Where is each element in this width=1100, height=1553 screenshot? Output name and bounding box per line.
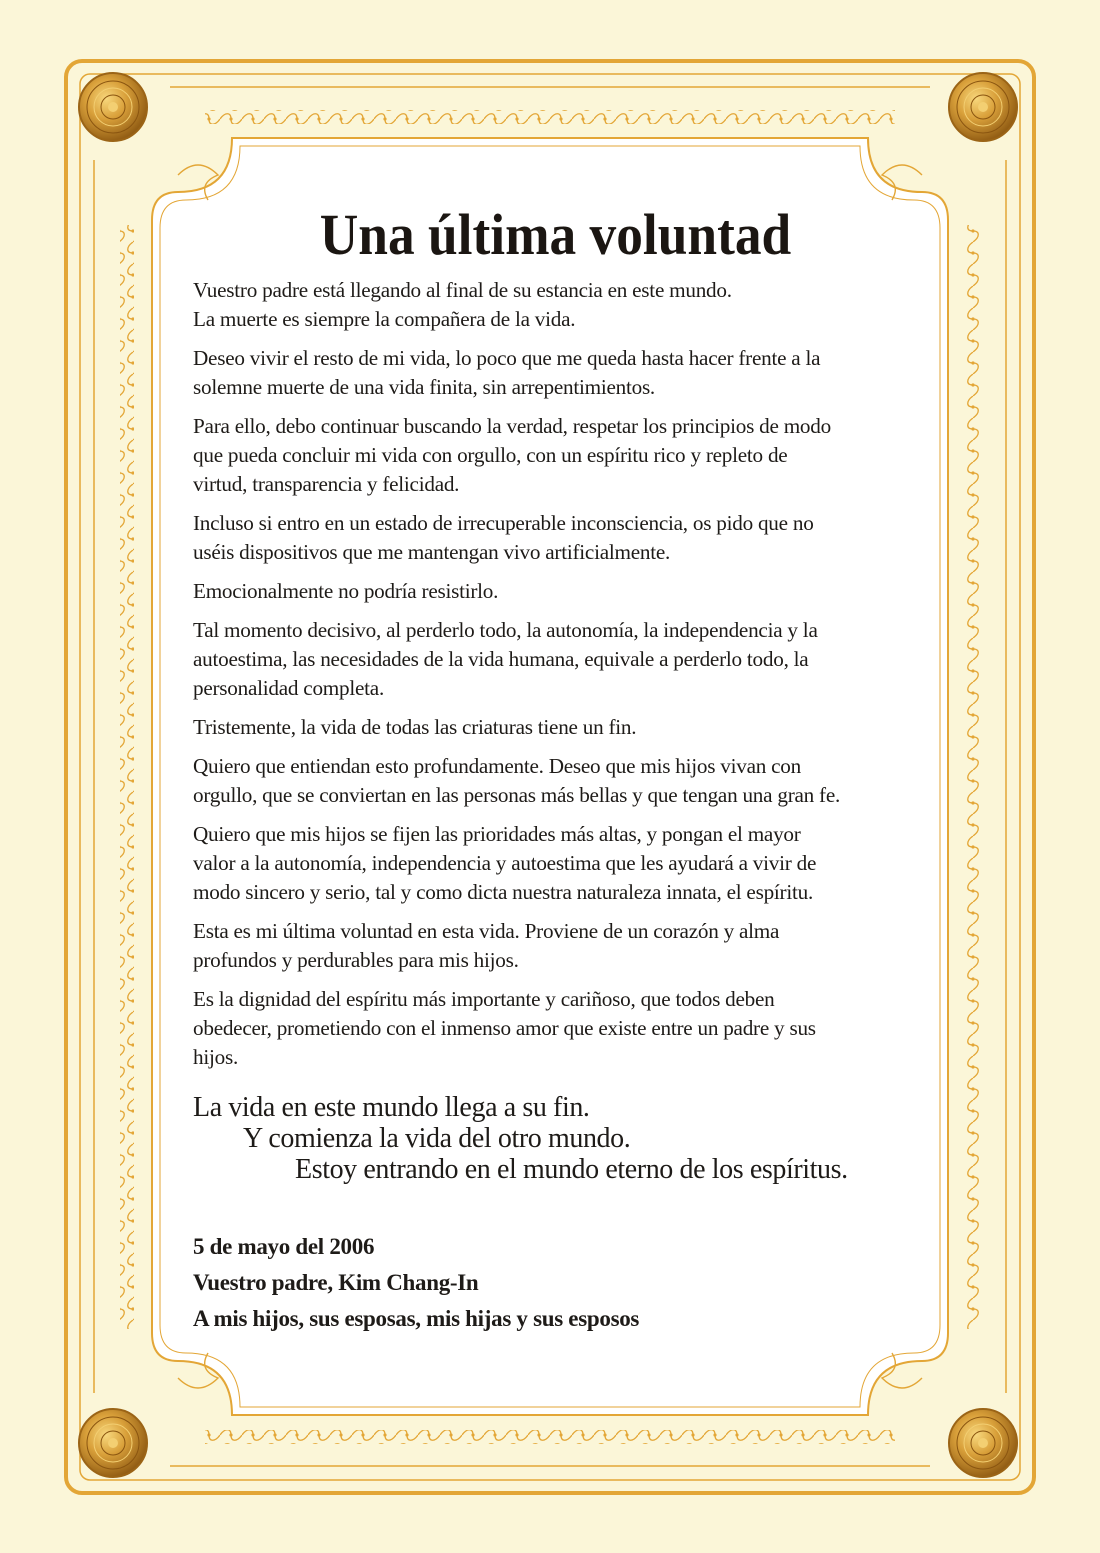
body-paragraph bbox=[193, 577, 918, 606]
signature-from: Vuestro padre, Kim Chang-In bbox=[193, 1270, 479, 1295]
closing-line: Estoy entrando en el mundo eterno de los espíritus. bbox=[295, 1154, 848, 1185]
paragraph-line: obedecer, prometiendo con el inmenso amor que existe entre un padre y sus bbox=[193, 1016, 816, 1040]
gold-disc-icon bbox=[79, 1409, 147, 1477]
paragraph-line: uséis dispositivos que me mantengan vivo artificialmente. bbox=[193, 540, 671, 564]
body-paragraph bbox=[193, 616, 918, 703]
closing-verse bbox=[193, 1092, 918, 1185]
paragraph-line: que pueda concluir mi vida con orgullo, con un espíritu rico y repleto de bbox=[193, 443, 788, 467]
paragraph-line: hijos. bbox=[193, 1045, 239, 1069]
body-paragraph bbox=[193, 820, 918, 907]
signature-date: 5 de mayo del 2006 bbox=[193, 1234, 375, 1259]
body-paragraph bbox=[193, 985, 918, 1072]
closing-line: La vida en este mundo llega a su fin. bbox=[193, 1092, 590, 1123]
paragraph-line: Emocionalmente no podría resistirlo. bbox=[193, 579, 499, 603]
paragraph-line: Quiero que mis hijos se fijen las prioridades más altas, y pongan el mayor bbox=[193, 822, 801, 846]
paragraph-line: Tristemente, la vida de todas las criaturas tiene un fin. bbox=[193, 715, 637, 739]
body-paragraph bbox=[193, 917, 918, 975]
document-body bbox=[193, 200, 918, 1337]
paragraph-list bbox=[193, 276, 918, 1072]
closing-line: Y comienza la vida del otro mundo. bbox=[243, 1123, 631, 1154]
paragraph-line: personalidad completa. bbox=[193, 676, 385, 700]
body-paragraph bbox=[193, 276, 918, 334]
paragraph-line: solemne muerte de una vida finita, sin arrepentimientos. bbox=[193, 375, 655, 399]
paragraph-line: Quiero que entiendan esto profundamente. Deseo que mis hijos vivan con bbox=[193, 754, 801, 778]
paragraph-line: modo sincero y serio, tal y como dicta nuestra naturaleza innata, el espíritu. bbox=[193, 880, 814, 904]
paragraph-line: autoestima, las necesidades de la vida humana, equivale a perderlo todo, la bbox=[193, 647, 809, 671]
paragraph-line: valor a la autonomía, independencia y autoestima que les ayudará a vivir de bbox=[193, 851, 817, 875]
paragraph-line: Incluso si entro en un estado de irrecuperable inconsciencia, os pido que no bbox=[193, 511, 814, 535]
signature-to: A mis hijos, sus esposas, mis hijas y sus esposos bbox=[193, 1306, 640, 1331]
gold-disc-icon bbox=[949, 1409, 1017, 1477]
paragraph-line: Es la dignidad del espíritu más importante y cariñoso, que todos deben bbox=[193, 987, 775, 1011]
paragraph-line: virtud, transparencia y felicidad. bbox=[193, 472, 460, 496]
body-paragraph bbox=[193, 752, 918, 810]
document-title: Una última voluntad bbox=[319, 202, 792, 267]
paragraph-line: Para ello, debo continuar buscando la verdad, respetar los principios de modo bbox=[193, 414, 831, 438]
paragraph-line: Tal momento decisivo, al perderlo todo, la autonomía, la independencia y la bbox=[193, 618, 818, 642]
body-paragraph bbox=[193, 713, 918, 742]
paragraph-line: Deseo vivir el resto de mi vida, lo poco que me queda hasta hacer frente a la bbox=[193, 346, 821, 370]
paragraph-line: Esta es mi última voluntad en esta vida. Proviene de un corazón y alma bbox=[193, 919, 780, 943]
paragraph-line: Vuestro padre está llegando al final de su estancia en este mundo. bbox=[193, 278, 732, 302]
body-paragraph bbox=[193, 344, 918, 402]
body-paragraph bbox=[193, 412, 918, 499]
gold-disc-icon bbox=[949, 73, 1017, 141]
gold-disc-icon bbox=[79, 73, 147, 141]
signature-block bbox=[193, 1229, 918, 1337]
paragraph-line: profundos y perdurables para mis hijos. bbox=[193, 948, 519, 972]
paragraph-line: La muerte es siempre la compañera de la vida. bbox=[193, 307, 576, 331]
paragraph-line: orgullo, que se conviertan en las personas más bellas y que tengan una gran fe. bbox=[193, 783, 841, 807]
body-paragraph bbox=[193, 509, 918, 567]
